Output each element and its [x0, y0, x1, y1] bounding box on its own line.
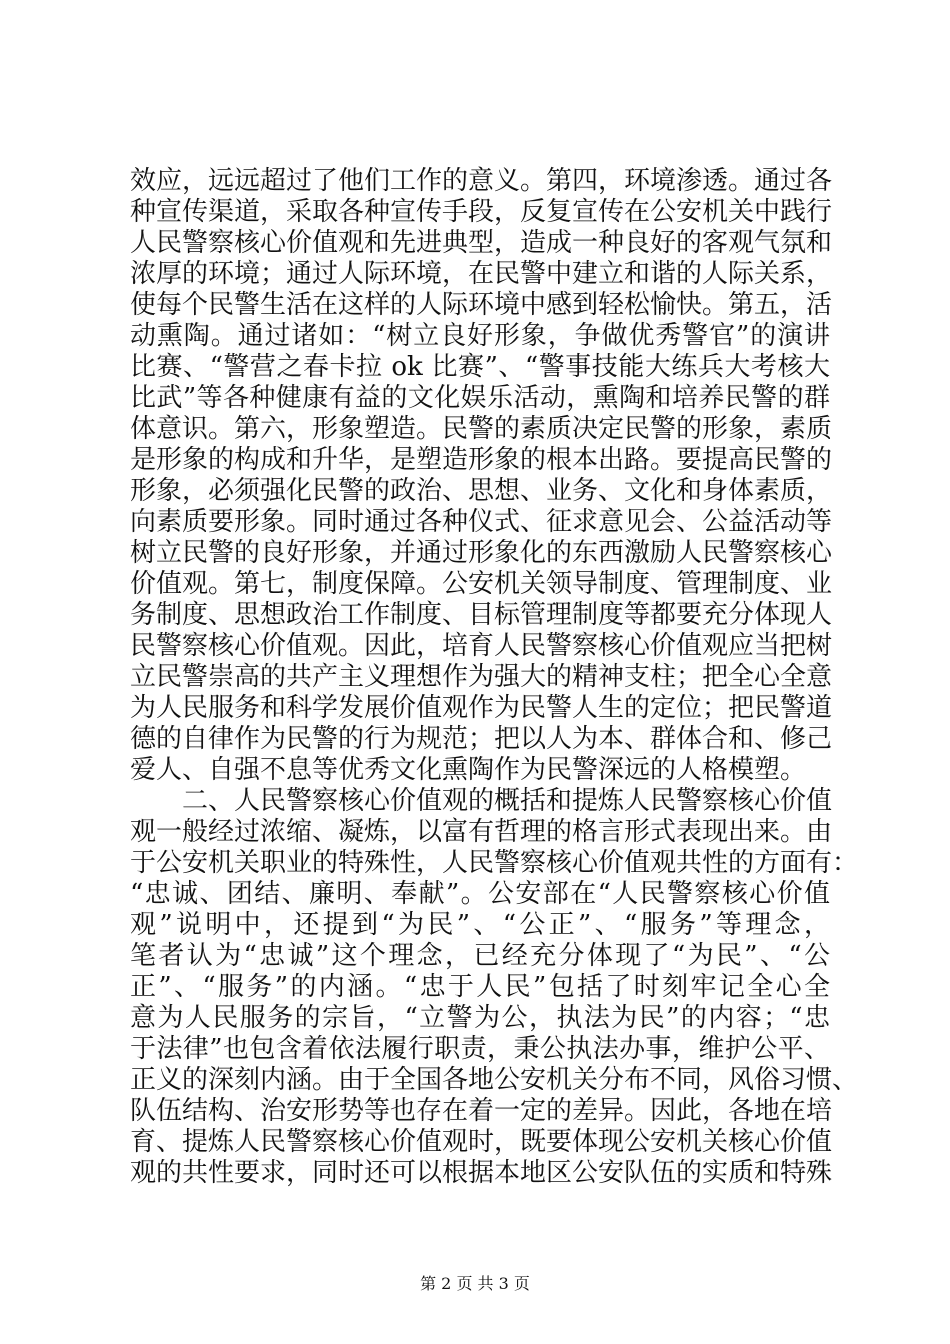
text-line: 观的共性要求，同时还可以根据本地区公安队伍的实质和特殊	[130, 1158, 833, 1188]
text-line: 务制度、思想政治工作制度、目标管理制度等都要充分体现人	[130, 600, 833, 630]
text-line: 立民警崇高的共产主义理想作为强大的精神支柱；把全心全意	[130, 662, 833, 692]
text-line: 价值观。第七，制度保障。公安机关领导制度、管理制度、业	[130, 569, 833, 599]
text-line: 二、人民警察核心价值观的概括和提炼人民警察核心价值	[130, 786, 833, 816]
page-number: 第 2 页 共 3 页	[420, 1274, 530, 1293]
paragraph-end-line: 爱人、自强不息等优秀文化熏陶作为民警深远的人格模塑。	[130, 755, 807, 785]
text-line: 民警察核心价值观。因此，培育人民警察核心价值观应当把树	[130, 631, 833, 661]
text-line: “忠诚、团结、廉明、奉献”。公安部在“人民警察核心价值	[130, 879, 830, 909]
text-line: 育、提炼人民警察核心价值观时，既要体现公安机关核心价值	[130, 1127, 833, 1157]
text-line: 动熏陶。通过诸如：“树立良好形象，争做优秀警官”的演讲	[130, 321, 830, 351]
text-line: 向素质要形象。同时通过各种仪式、征求意见会、公益活动等	[130, 507, 833, 537]
text-line: 正”、“服务”的内涵。“忠于人民”包括了时刻牢记全心全	[130, 972, 830, 1002]
text-line: 人民警察核心价值观和先进典型，造成一种良好的客观气氛和	[130, 228, 833, 258]
text-line: 形象，必须强化民警的政治、思想、业务、文化和身体素质，	[130, 476, 833, 506]
text-line: 比赛、“警营之春卡拉 ok 比赛”、“警事技能大练兵大考核大	[130, 352, 830, 382]
text-line: 意为人民服务的宗旨，“立警为公，执法为民”的内容；“忠	[130, 1003, 830, 1033]
text-line: 正义的深刻内涵。由于全国各地公安机关分布不同，风俗习惯、	[130, 1065, 859, 1095]
text-line: 种宣传渠道，采取各种宣传手段，反复宣传在公安机关中践行	[130, 197, 833, 227]
text-line: 为人民服务和科学发展价值观作为民警人生的定位；把民警道	[130, 693, 833, 723]
text-line: 于公安机关职业的特殊性，人民警察核心价值观共性的方面有：	[130, 848, 859, 878]
text-line: 观一般经过浓缩、凝炼，以富有哲理的格言形式表现出来。由	[130, 817, 833, 847]
text-line: 于法律”也包含着依法履行职责，秉公执法办事，维护公平、	[130, 1034, 830, 1064]
text-line: 是形象的构成和升华，是塑造形象的根本出路。要提高民警的	[130, 445, 833, 475]
text-line: 效应，远远超过了他们工作的意义。第四，环境渗透。通过各	[130, 166, 833, 196]
page-footer	[0, 1274, 950, 1294]
text-line: 队伍结构、治安形势等也存在着一定的差异。因此，各地在培	[130, 1096, 833, 1126]
text-line: 观”说明中，还提到“为民”、“公正”、“服务”等理念，	[130, 910, 830, 940]
text-line: 浓厚的环境；通过人际环境，在民警中建立和谐的人际关系，	[130, 259, 833, 289]
text-line: 体意识。第六，形象塑造。民警的素质决定民警的形象，素质	[130, 414, 833, 444]
text-line: 德的自律作为民警的行为规范；把以人为本、群体合和、修己	[130, 724, 833, 754]
body-text	[130, 166, 859, 1189]
text-line: 比武”等各种健康有益的文化娱乐活动，熏陶和培养民警的群	[130, 383, 830, 413]
text-line: 笔者认为“忠诚”这个理念，已经充分体现了“为民”、“公	[130, 941, 830, 971]
text-line: 树立民警的良好形象，并通过形象化的东西激励人民警察核心	[130, 538, 833, 568]
text-line: 使每个民警生活在这样的人际环境中感到轻松愉快。第五，活	[130, 290, 833, 320]
